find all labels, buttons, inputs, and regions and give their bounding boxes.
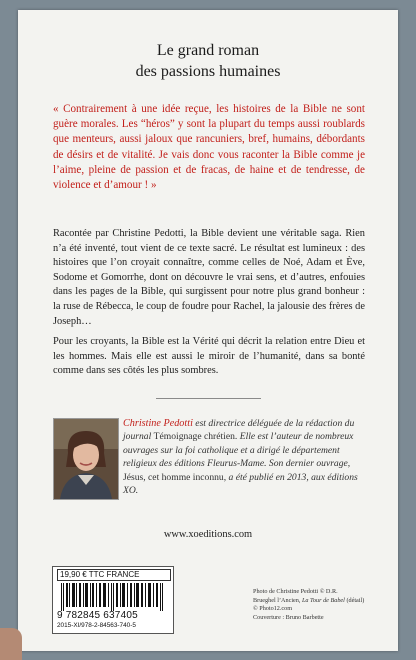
author-photo bbox=[53, 418, 119, 500]
description-paragraph-2: Pour les croyants, la Bible est la Vérité qui décrit la relation entre Dieu et les hommes. Mais elle est aussi le miroir de l’humanité, dans sa bonté comme dans ses côtés les plus sombres. bbox=[53, 336, 365, 377]
holding-hand bbox=[0, 628, 22, 660]
description-paragraph-1: Racontée par Christine Pedotti, la Bible devient une véritable saga. Rien n’a été inventé, tout vient de ce texte sacré. Le résultat est lumineux : des histoires que l’on croyait connaître, comme celles de Noé, Adam et Ève, Sodome et Gomorrhe, dont on découvre le vrai sens, et d’autres, enfouies dans les pages de la Bible, qui surgissent pour notre plus grand bonheur : la ruse de Rébecca, le coup de foudre pour Rachel, la jalousie des frères de Joseph… bbox=[53, 228, 365, 327]
cover-heading bbox=[18, 40, 398, 82]
bio-book-title: Jésus, cet homme inconnu, bbox=[123, 471, 227, 483]
image-credits bbox=[253, 588, 393, 622]
price-label: 19,90 € TTC FRANCE bbox=[57, 569, 171, 581]
book-back-cover bbox=[18, 10, 398, 651]
bio-text-3: a été publié en 2013, aux éditions XO. bbox=[123, 471, 358, 497]
credit-line-2 bbox=[253, 597, 393, 606]
barcode-label bbox=[52, 566, 174, 634]
heading-line-1: Le grand roman bbox=[156, 42, 260, 59]
barcode-icon bbox=[59, 583, 167, 611]
heading-line-2: des passions humaines bbox=[135, 63, 281, 80]
bio-text-2: Elle est l’auteur de nombreux ouvrages sur la foi catholique et a dirigé le département religieux des éditions Fleurus-Mame. Son dernier ouvrage, bbox=[123, 431, 354, 470]
author-quote: « Contrairement à une idée reçue, les histoires de la Bible ne sont guère morales. Les “héros” y sont la plupart du temps aussi roublards que menteurs, aussi jaloux que rancuniers, bref, humains, débordants de désirs et de vitalité. Je vais donc vous raconter la Bible comme je l’aime, pleine de passion et de fracas, de haine et de tendresse, de violence et d’amour ! » bbox=[53, 103, 365, 192]
publisher-website[interactable]: www.xoeditions.com bbox=[163, 529, 253, 540]
ean-number: 9 782845 637405 bbox=[57, 610, 138, 621]
bio-journal: Témoignage chrétien. bbox=[153, 431, 238, 443]
divider bbox=[156, 398, 261, 399]
credit-detail: (détail) bbox=[344, 596, 365, 604]
isbn-number: 2015-XI/978-2-84563-740-5 bbox=[57, 622, 136, 629]
credit-line-4: Couverture : Bruno Barbette bbox=[253, 613, 324, 621]
author-portrait-icon bbox=[54, 419, 118, 499]
author-bio bbox=[123, 417, 365, 497]
bio-text-1: est directrice déléguée de la rédaction du journal bbox=[123, 418, 355, 443]
credit-line-3: © Photo12.com bbox=[253, 605, 293, 613]
author-name: Christine Pedotti bbox=[123, 418, 193, 429]
credit-painter: Brueghel l’Ancien, bbox=[253, 596, 302, 604]
credit-artwork: La Tour de Babel bbox=[301, 596, 345, 604]
credit-line-1: Photo de Christine Pedotti © D.R. bbox=[253, 588, 338, 595]
